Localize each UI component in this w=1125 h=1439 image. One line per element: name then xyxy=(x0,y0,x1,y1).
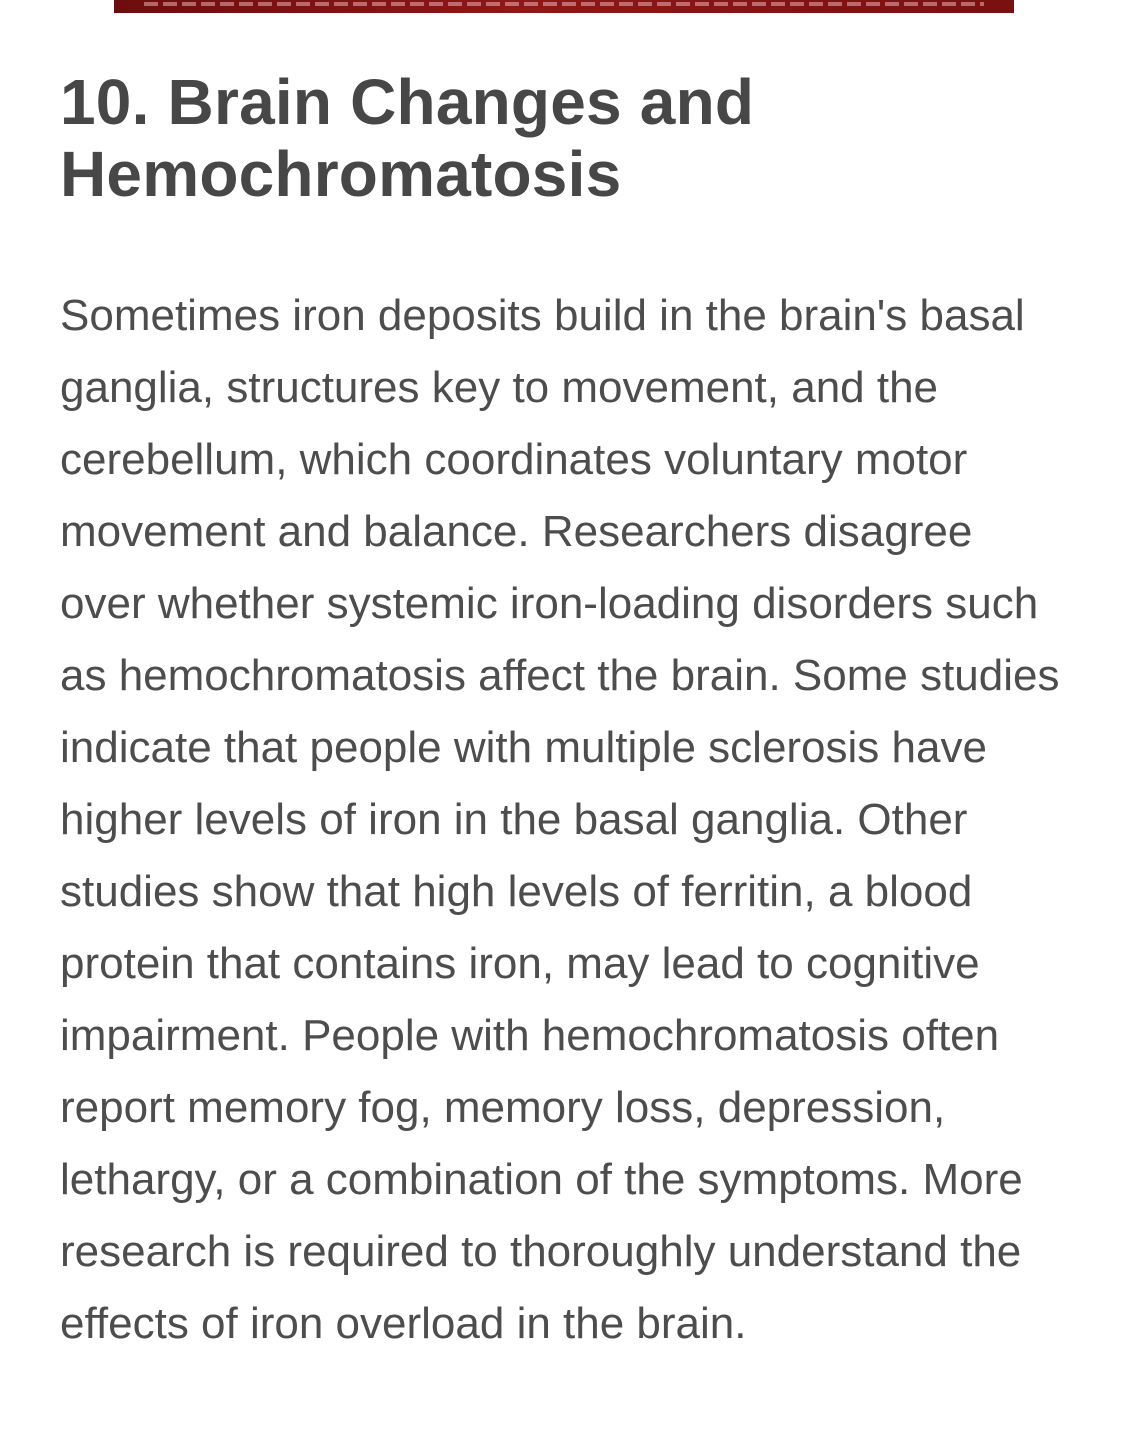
header-image-cropped xyxy=(114,0,1014,13)
section-body-text: Sometimes iron deposits build in the brain's basal ganglia, structures key to movement, and the cerebellum, which coordinates voluntary motor movement and balance. Researchers disagree over whether systemic iron-loading disorders such as hemochromatosis affect the brain. Some studies indicate that people with multiple sclerosis have higher levels of iron in the basal ganglia. Other studies show that high levels of ferritin, a blood protein that contains iron, may lead to cognitive impairment. People with hemochromatosis often report memory fog, memory loss, depression, lethargy, or a combination of the symptoms. More research is required to thoroughly understand the effects of iron overload in the brain. xyxy=(60,291,1060,1348)
article-section xyxy=(60,66,1065,1360)
section-heading: 10. Brain Changes and Hemochromatosis xyxy=(60,66,755,210)
